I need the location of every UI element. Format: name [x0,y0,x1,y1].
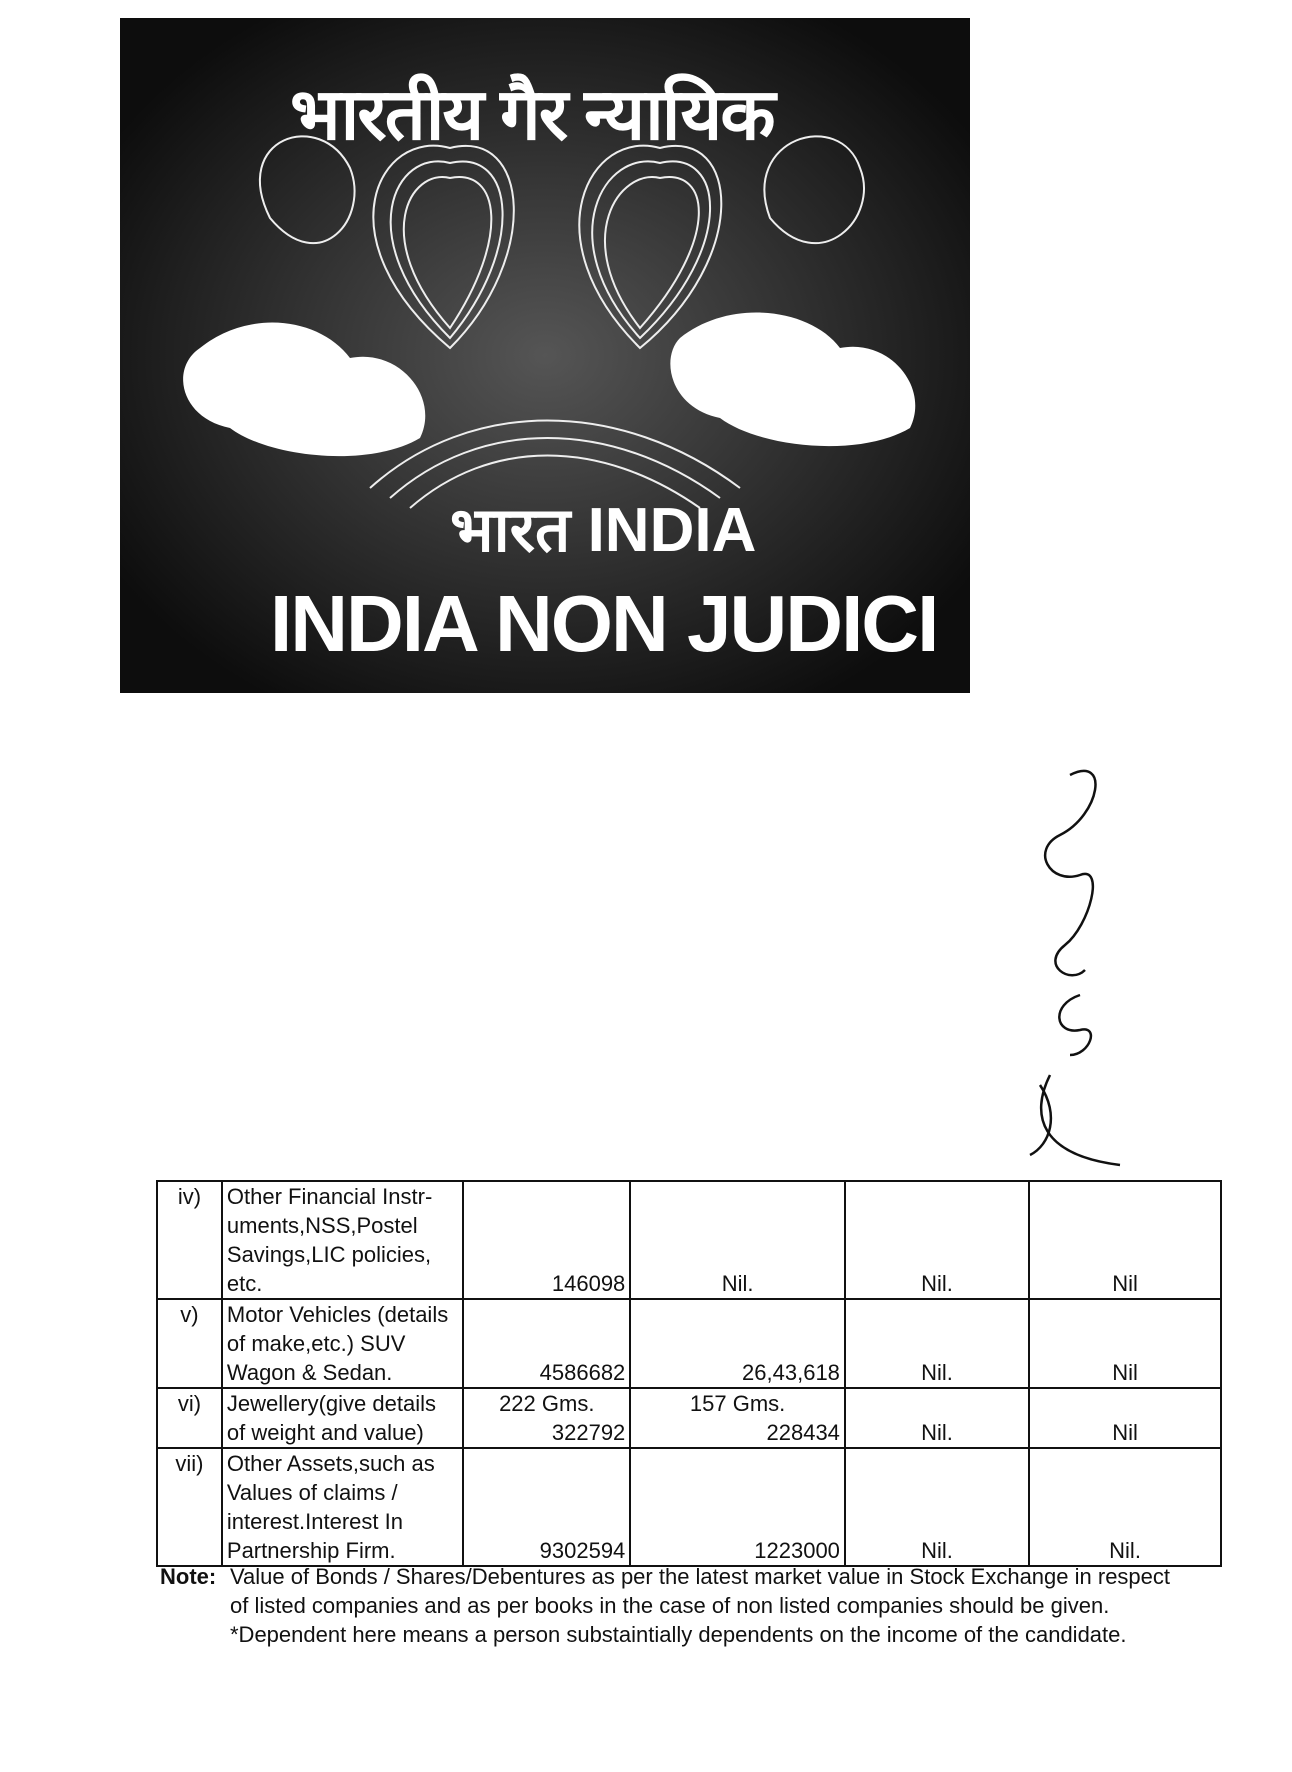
value-3: Nil. [921,1538,953,1563]
asset-description: Motor Vehicles (details of make,etc.) SUV Wagon & Sedan. [222,1299,463,1388]
value-2: 1223000 [754,1538,840,1563]
value-cell-4 [1029,1388,1221,1448]
asset-description: Jewellery(give details of weight and value) [222,1388,463,1448]
value-1: 322792 [551,1420,626,1445]
value-cell-3 [845,1448,1029,1566]
value-3: Nil. [921,1271,953,1296]
value-cell-2 [630,1181,845,1299]
stamp-paper-header [120,18,970,693]
value-1: 4586682 [539,1360,626,1385]
asset-description: Other Financial Instr-uments,NSS,Postel Savings,LIC policies, etc. [222,1181,463,1299]
stamp-hindi-text: भारतीय गैर न्यायिक [290,75,774,155]
value-cell-4 [1029,1181,1221,1299]
stamp-india-text: भारत INDIA [450,496,757,565]
value-cell-4 [1029,1299,1221,1388]
value-cell-3 [845,1388,1029,1448]
value-2: 26,43,618 [742,1360,840,1385]
value-4: Nil [1112,1271,1138,1296]
handwritten-signature [1010,755,1130,1175]
value-cell-1 [463,1448,630,1566]
value-4: Nil. [1109,1538,1141,1563]
table-row [157,1299,1221,1388]
value-1: 146098 [551,1271,626,1296]
value-3: Nil. [921,1420,953,1445]
row-number: iv) [157,1181,222,1299]
value-1: 9302594 [539,1538,626,1563]
note-label: Note: [160,1564,217,1589]
value-cell-3 [845,1181,1029,1299]
table-row [157,1388,1221,1448]
value-4: Nil [1112,1420,1138,1445]
value-cell-1 [463,1181,630,1299]
note-text: Value of Bonds / Shares/Debentures as per the latest market value in Stock Exchange in respect of listed companies and as per books in the case of non listed companies should be given. [230,1564,1171,1618]
value-cell-2 [630,1388,845,1448]
table-row [157,1448,1221,1566]
row-number: v) [157,1299,222,1388]
value-cell-1 [463,1299,630,1388]
value-cell-1 [463,1388,630,1448]
value-cell-3 [845,1299,1029,1388]
value-cell-2 [630,1299,845,1388]
asset-description: Other Assets,such as Values of claims / interest.Interest In Partnership Firm. [222,1448,463,1566]
value-3: Nil. [921,1360,953,1385]
value-4: Nil [1112,1360,1138,1385]
assets-table [156,1180,1222,1567]
value-cell-4 [1029,1448,1221,1566]
table-row [157,1181,1221,1299]
stamp-non-judicial-text: INDIA NON JUDICI [270,579,938,668]
dependent-note: *Dependent here means a person substaintially dependents on the income of the candidate. [230,1622,1127,1647]
value-2: 228434 [766,1420,840,1445]
weight-note-2: 157 Gms. [689,1391,786,1416]
value-cell-2 [630,1448,845,1566]
value-2: Nil. [721,1271,754,1296]
note-block [160,1562,1170,1649]
row-number: vii) [157,1448,222,1566]
weight-note-1: 222 Gms. [499,1391,595,1416]
row-number: vi) [157,1388,222,1448]
